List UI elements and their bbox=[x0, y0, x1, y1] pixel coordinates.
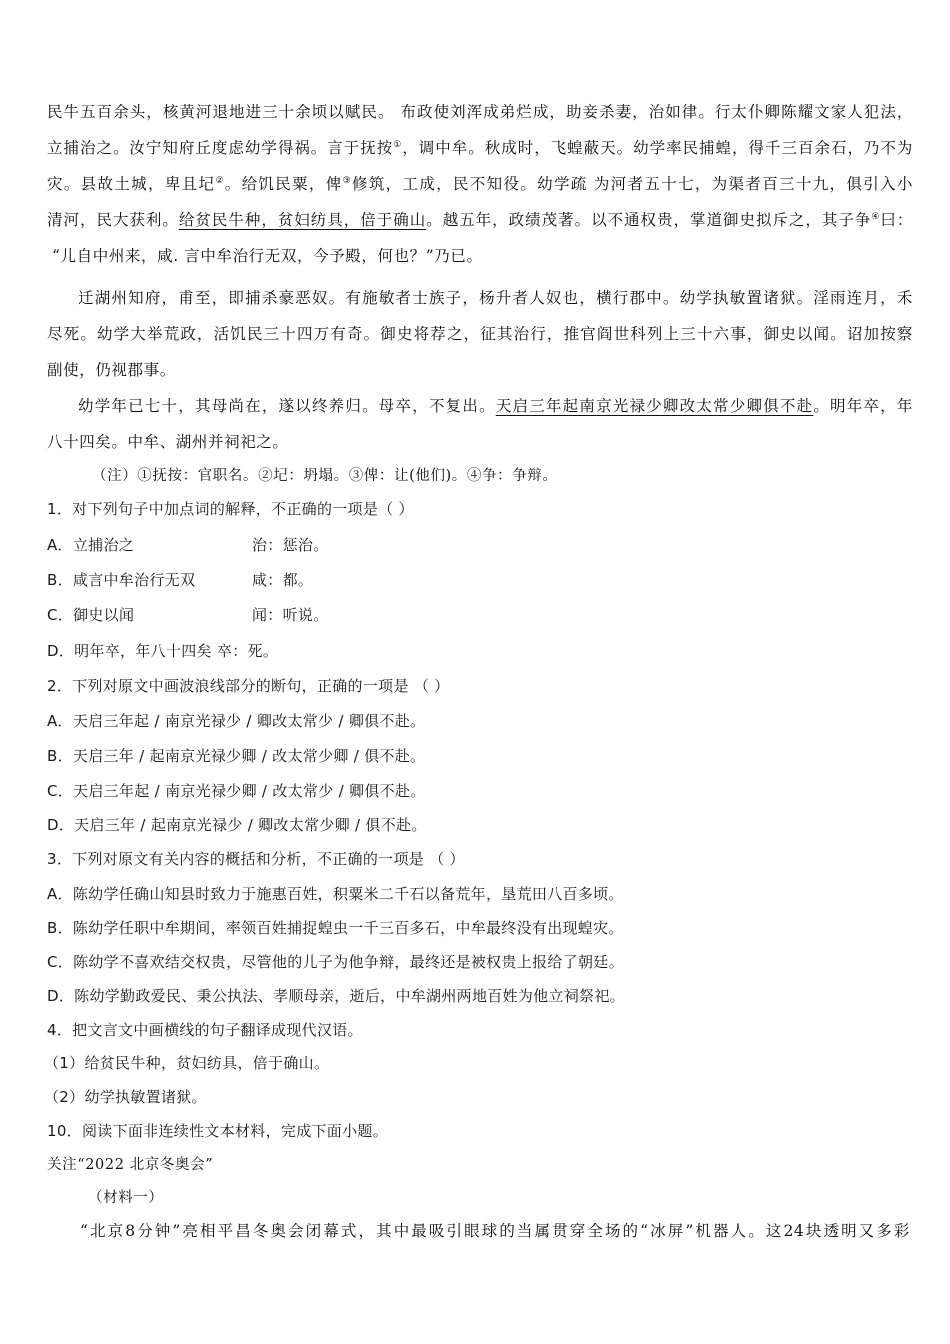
passage-line bbox=[47, 173, 913, 195]
passage-text: 民牛五百余头，核黄河退地进三十余顷以赋民。 布政使刘浑成弟烂成，助妾杀妻，治如律。行太仆卿陈耀文家人犯法， bbox=[47, 103, 913, 121]
material-line bbox=[80, 1220, 910, 1242]
question-2-stem bbox=[47, 675, 913, 697]
option-label: B．天启三年 / 起南京光禄少卿 / 改太常少卿 / 俱不赴。 bbox=[47, 747, 426, 765]
passage-text: ，调中牟。秋成时，飞蝗蔽天。幼学率民捕蝗，得千三百余石，乃不为 bbox=[402, 139, 914, 157]
footnote-mark: ④ bbox=[871, 212, 881, 222]
material-label-text: （材料一） bbox=[88, 1190, 164, 1206]
question-10-stem bbox=[47, 1120, 913, 1142]
passage-text: 尽死。幼学大举荒政，活饥民三十四万有奇。御史将荐之，征其治行，推官阎世科列上三十六事，御史以闻。诏加按察 bbox=[47, 325, 913, 343]
passage-text: 。明年卒，年 bbox=[813, 397, 913, 415]
material-label bbox=[88, 1187, 950, 1209]
question-3-stem bbox=[47, 848, 913, 870]
passage-text: 。给饥民粟，俾 bbox=[224, 175, 343, 193]
passage-line bbox=[52, 245, 918, 267]
passage-text: 灾。县故土城，卑且圮 bbox=[47, 175, 216, 193]
option-explanation: 闻：听说。 bbox=[252, 606, 329, 624]
passage-line bbox=[78, 395, 913, 417]
question-3-option-a bbox=[47, 883, 913, 905]
passage-text: 幼学年已七十，其母尚在，遂以终养归。母卒，不复出。 bbox=[78, 397, 496, 415]
question-stem: 4．把文言文中画横线的句子翻译成现代汉语。 bbox=[47, 1021, 363, 1039]
option-label: D．陈幼学勤政爱民、秉公执法、孝顺母亲，逝后，中牟湖州两地百姓为他立祠祭祀。 bbox=[47, 987, 625, 1005]
option-label: A．立捕治之 bbox=[47, 536, 135, 554]
question-2-option-c bbox=[47, 780, 913, 802]
underlined-sentence: 给贫民牛种，贫妇纺具，倍于确山 bbox=[178, 211, 427, 229]
footnote-mark: ③ bbox=[342, 176, 352, 186]
passage-text: 曰： bbox=[880, 211, 914, 229]
passage-text: 副使，仍视郡事。 bbox=[47, 361, 176, 379]
wavy-underlined-sentence: 天启三年起南京光禄少卿改太常少卿俱不赴 bbox=[495, 397, 814, 415]
option-label: C．御史以闻 bbox=[47, 606, 135, 624]
question-4-part-2 bbox=[44, 1086, 910, 1108]
question-stem: 3．下列对原文有关内容的概括和分析，不正确的一项是 （ ） bbox=[47, 850, 465, 868]
passage-line bbox=[47, 323, 913, 345]
note-text: （注）①抚按：官职名。②圮：坍塌。③俾：让(他们)。④争：争辩。 bbox=[92, 468, 558, 484]
passage-text: “儿自中州来，咸. 言中牟治行无双，今予殿，何也？”乃已。 bbox=[52, 247, 483, 265]
question-3-option-b bbox=[47, 917, 913, 939]
passage-line bbox=[47, 209, 913, 231]
question-1-option-c bbox=[47, 604, 913, 626]
question-1-option-b bbox=[47, 569, 913, 591]
question-stem: 1．对下列句子中加点词的解释，不正确的一项是（ ） bbox=[47, 500, 414, 518]
question-3-option-d bbox=[47, 985, 913, 1007]
option-explanation: 咸：都。 bbox=[252, 571, 314, 589]
question-4-stem bbox=[47, 1019, 913, 1041]
passage-text: 。越五年，政绩茂著。以不通权贵，掌道御史拟斥之，其子争 bbox=[426, 211, 872, 229]
option-label: B．咸言中牟治行无双 bbox=[47, 571, 196, 589]
question-2-option-a bbox=[47, 710, 913, 732]
option-label: C．天启三年起 / 南京光禄少卿 / 改太常少 / 卿俱不赴。 bbox=[47, 782, 426, 800]
section-title-text: 关注“2022 北京冬奥会” bbox=[47, 1157, 214, 1173]
passage-line bbox=[47, 359, 913, 381]
passage-line bbox=[78, 287, 913, 309]
option-label: D．天启三年 / 起南京光禄少 / 卿改太常少卿 / 俱不赴。 bbox=[47, 816, 427, 834]
option-label: C．陈幼学不喜欢结交权贵，尽管他的儿子为他争辩，最终还是被权贵上报给了朝廷。 bbox=[47, 953, 624, 971]
passage-line bbox=[47, 101, 913, 123]
option-label: A．陈幼学任确山知县时致力于施惠百姓，积粟米二千石以备荒年，垦荒田八百多顷。 bbox=[47, 885, 624, 903]
passage-line bbox=[47, 431, 913, 453]
passage-text: 修筑，工成，民不知役。幼学疏 为河者五十七，为渠者百三十九，俱引入小 bbox=[351, 175, 913, 193]
question-1-option-a bbox=[47, 534, 913, 556]
question-stem: 10．阅读下面非连续性文本材料，完成下面小题。 bbox=[47, 1122, 388, 1140]
passage-line bbox=[47, 137, 913, 159]
passage-text: 清河，民大获利。 bbox=[47, 211, 179, 229]
option-label: B．陈幼学任职中牟期间，率领百姓捕捉蝗虫一千三百多石，中牟最终没有出现蝗灾。 bbox=[47, 919, 624, 937]
passage-text: 迁湖州知府，甫至，即捕杀豪恶奴。有施敏者士族子，杨升者人奴也，横行郡中。幼学执敏置诸狱。淫雨连月，禾 bbox=[78, 289, 913, 307]
footnote-mark: ② bbox=[215, 176, 225, 186]
option-label: D．明年卒，年八十四矣 卒：死。 bbox=[47, 642, 279, 660]
passage-text: 立捕治之。汝宁知府丘度虑幼学得祸。言于抚按 bbox=[47, 139, 394, 157]
section-title bbox=[47, 1154, 913, 1176]
material-text: “北京8分钟”亮相平昌冬奥会闭幕式，其中最吸引眼球的当属贯穿全场的“冰屏”机器人。这24块透明又多彩 bbox=[80, 1222, 910, 1240]
question-2-option-b bbox=[47, 745, 913, 767]
option-explanation: 治：惩治。 bbox=[252, 536, 329, 554]
option-label: （2）幼学执敏置诸狱。 bbox=[44, 1088, 207, 1106]
option-label: （1）给贫民牛种，贫妇纺具，倍于确山。 bbox=[44, 1054, 330, 1072]
annotation-note bbox=[92, 465, 950, 487]
question-3-option-c bbox=[47, 951, 913, 973]
passage-text: 八十四矣。中牟、湖州并祠祀之。 bbox=[47, 433, 289, 451]
footnote-mark: ① bbox=[393, 140, 403, 150]
question-stem: 2．下列对原文中画波浪线部分的断句，正确的一项是 （ ） bbox=[47, 677, 450, 695]
question-1-option-d bbox=[47, 640, 913, 662]
question-2-option-d bbox=[47, 814, 913, 836]
option-label: A．天启三年起 / 南京光禄少 / 卿改太常少 / 卿俱不赴。 bbox=[47, 712, 426, 730]
question-1-stem bbox=[47, 498, 913, 520]
question-4-part-1 bbox=[44, 1052, 910, 1074]
